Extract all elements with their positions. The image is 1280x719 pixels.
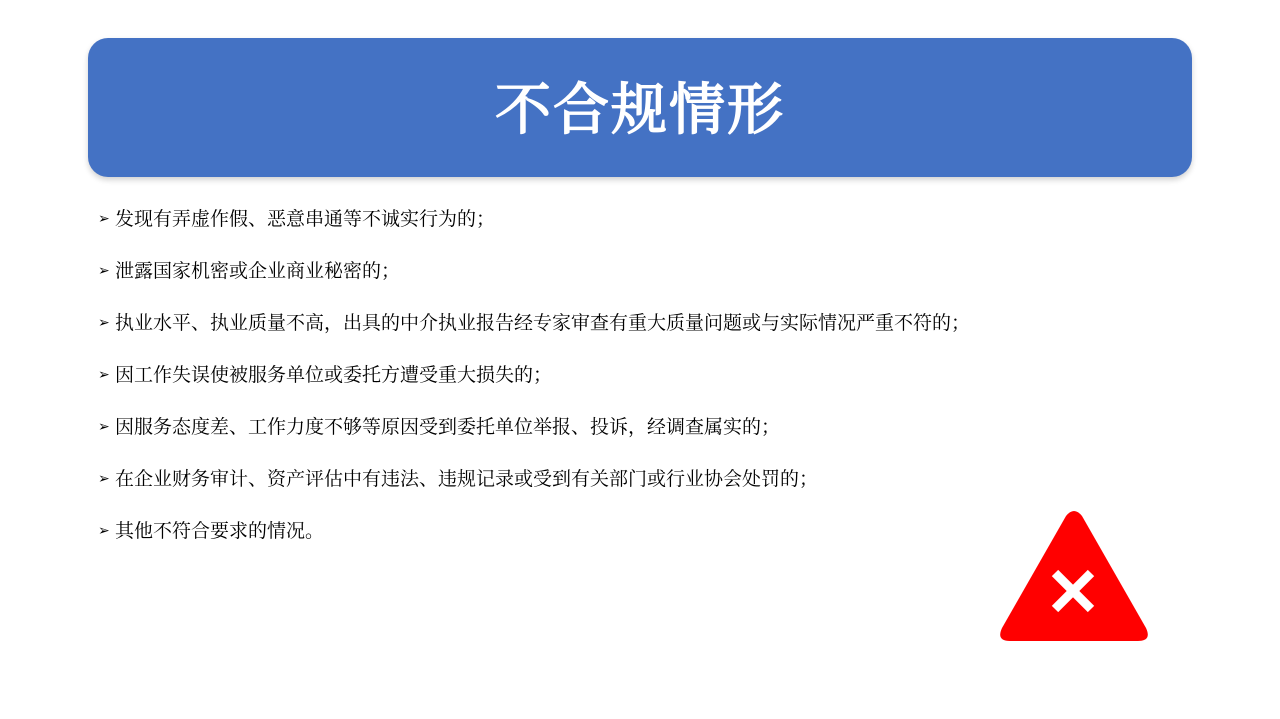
arrow-bullet-icon: ➢	[98, 315, 110, 331]
list-item-text: 因工作失误使被服务单位或委托方遭受重大损失的；	[115, 364, 553, 386]
arrow-bullet-icon: ➢	[98, 263, 110, 279]
warning-x-icon	[998, 508, 1150, 644]
list-item-text: 因服务态度差、工作力度不够等原因受到委托单位举报、投诉，经调查属实的；	[115, 416, 781, 438]
arrow-bullet-icon: ➢	[98, 419, 110, 435]
list-item-text: 执业水平、执业质量不高，出具的中介执业报告经专家审查有重大质量问题或与实际情况严重不符的；	[115, 312, 971, 334]
arrow-bullet-icon: ➢	[98, 471, 110, 487]
list-item-text: 其他不符合要求的情况。	[115, 520, 325, 542]
title-banner	[88, 38, 1192, 177]
list-item	[98, 256, 970, 308]
arrow-bullet-icon: ➢	[98, 211, 110, 227]
list-item	[98, 204, 970, 256]
arrow-bullet-icon: ➢	[98, 367, 110, 383]
list-item-text: 泄露国家机密或企业商业秘密的；	[115, 260, 401, 282]
list-item	[98, 308, 970, 360]
arrow-bullet-icon: ➢	[98, 523, 110, 539]
bullet-list	[98, 204, 970, 568]
warning-triangle	[1000, 511, 1148, 641]
list-item-text: 在企业财务审计、资产评估中有违法、违规记录或受到有关部门或行业协会处罚的；	[115, 468, 819, 490]
list-item	[98, 516, 970, 568]
slide-title: 不合规情形	[495, 77, 785, 143]
list-item-text: 发现有弄虚作假、恶意串通等不诚实行为的；	[115, 208, 496, 230]
list-item	[98, 412, 970, 464]
list-item	[98, 360, 970, 412]
list-item	[98, 464, 970, 516]
